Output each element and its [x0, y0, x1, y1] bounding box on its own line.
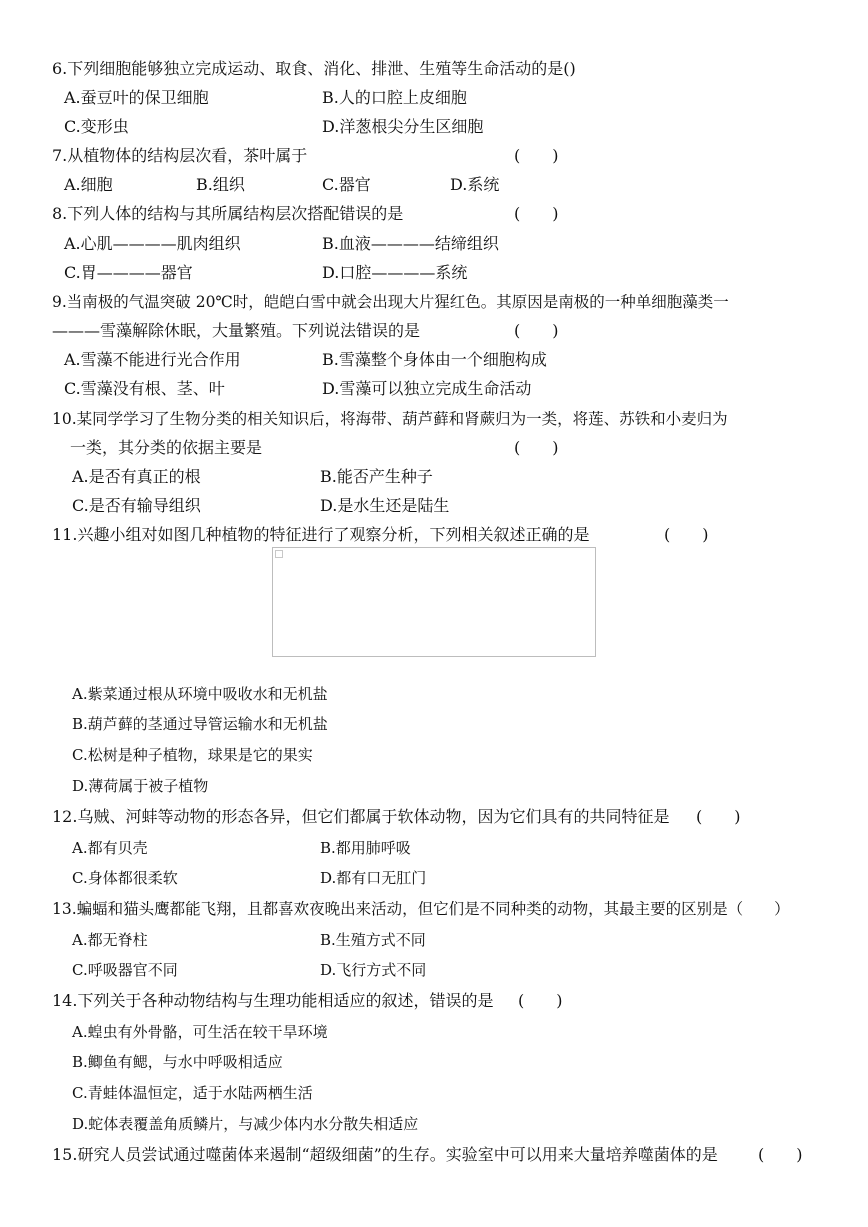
question-12-option-c: C.身体都很柔软: [72, 869, 178, 887]
question-8-option-b: B.血液————结缔组织: [322, 234, 499, 253]
question-15-stem: 15.研究人员尝试通过噬菌体来遏制“超级细菌”的生存。实验室中可以用来大量培养噬菌体的是: [52, 1145, 718, 1164]
question-9-answer-blank: ( ): [514, 321, 559, 340]
question-12-answer-blank: ( ): [696, 807, 741, 826]
question-9-option-a: A.雪藻不能进行光合作用: [64, 350, 241, 369]
question-8-option-d: D.口腔————系统: [322, 263, 468, 282]
question-7-stem: 7.从植物体的结构层次看，茶叶属于: [52, 146, 308, 165]
question-9-option-d: D.雪藻可以独立完成生命活动: [322, 379, 532, 398]
question-7-option-c: C.器官: [322, 175, 371, 194]
question-15-answer-blank: ( ): [758, 1145, 803, 1164]
question-12-option-b: B.都用肺呼吸: [320, 839, 411, 857]
question-6-option-c: C.变形虫: [64, 117, 129, 136]
question-14-stem: 14.下列关于各种动物结构与生理功能相适应的叙述，错误的是: [52, 991, 494, 1010]
question-7-answer-blank: ( ): [514, 146, 559, 165]
question-8-answer-blank: ( ): [514, 204, 559, 223]
question-8-option-a: A.心肌————肌肉组织: [64, 234, 241, 253]
question-14-option-c: C.青蛙体温恒定，适于水陆两栖生活: [72, 1084, 313, 1102]
question-14-option-b: B.鲫鱼有鳃，与水中呼吸相适应: [72, 1053, 283, 1071]
question-13-stem: 13.蝙蝠和猫头鹰都能飞翔，且都喜欢夜晚出来活动，但它们是不同种类的动物，其最主要的区别是（ ）: [52, 900, 790, 918]
question-9-stem-line-2: ———雪藻解除休眠，大量繁殖。下列说法错误的是: [52, 321, 421, 340]
question-14-option-a: A.蝗虫有外骨骼，可生活在较干旱环境: [72, 1023, 328, 1041]
question-11-option-b: B.葫芦藓的茎通过导管运输水和无机盐: [72, 715, 328, 733]
question-11-option-d: D.薄荷属于被子植物: [72, 777, 209, 795]
question-7-option-a: A.细胞: [64, 175, 113, 194]
question-10-option-d: D.是水生还是陆生: [320, 496, 450, 515]
question-8-stem: 8.下列人体的结构与其所属结构层次搭配错误的是: [52, 204, 404, 223]
question-9-option-c: C.雪藻没有根、茎、叶: [64, 379, 225, 398]
question-6-stem: 6.下列细胞能够独立完成运动、取食、消化、排泄、生殖等生命活动的是(): [52, 59, 576, 78]
question-14-option-d: D.蛇体表覆盖角质鳞片，与减少体内水分散失相适应: [72, 1115, 419, 1133]
question-10-option-b: B.能否产生种子: [320, 467, 433, 486]
question-14-answer-blank: ( ): [518, 991, 563, 1010]
plant-figure-placeholder: [272, 547, 596, 657]
question-6-option-b: B.人的口腔上皮细胞: [322, 88, 467, 107]
question-10-option-c: C.是否有输导组织: [72, 496, 201, 515]
question-11-option-c: C.松树是种子植物，球果是它的果实: [72, 746, 313, 764]
question-12-stem: 12.乌贼、河蚌等动物的形态各异，但它们都属于软体动物，因为它们具有的共同特征是: [52, 807, 670, 826]
question-13-option-a: A.都无脊柱: [72, 931, 148, 949]
question-11-option-a: A.紫菜通过根从环境中吸收水和无机盐: [72, 685, 328, 703]
question-12-option-a: A.都有贝壳: [72, 839, 148, 857]
question-12-option-d: D.都有口无肛门: [320, 869, 427, 887]
question-9-option-b: B.雪藻整个身体由一个细胞构成: [322, 350, 547, 369]
question-13-option-c: C.呼吸器官不同: [72, 961, 178, 979]
question-7-option-d: D.系统: [450, 175, 500, 194]
question-9-stem-line-1: 9.当南极的气温突破 20℃时，皑皑白雪中就会出现大片猩红色。其原因是南极的一种单细胞藻类一: [52, 293, 729, 311]
broken-image-icon: [275, 550, 283, 558]
question-13-option-d: D.飞行方式不同: [320, 961, 427, 979]
question-6-option-a: A.蚕豆叶的保卫细胞: [64, 88, 209, 107]
question-10-option-a: A.是否有真正的根: [72, 467, 201, 486]
question-8-option-c: C.胃————器官: [64, 263, 193, 282]
question-10-stem-line-2: 一类，其分类的依据主要是: [70, 438, 263, 457]
question-10-answer-blank: ( ): [514, 438, 559, 457]
question-6-option-d: D.洋葱根尖分生区细胞: [322, 117, 484, 136]
question-13-option-b: B.生殖方式不同: [320, 931, 426, 949]
question-11-stem: 11.兴趣小组对如图几种植物的特征进行了观察分析，下列相关叙述正确的是: [52, 525, 590, 544]
question-11-answer-blank: ( ): [664, 525, 709, 544]
question-10-stem-line-1: 10.某同学学习了生物分类的相关知识后，将海带、葫芦藓和肾蕨归为一类，将莲、苏铁和小麦归为: [52, 410, 728, 428]
question-7-option-b: B.组织: [196, 175, 245, 194]
